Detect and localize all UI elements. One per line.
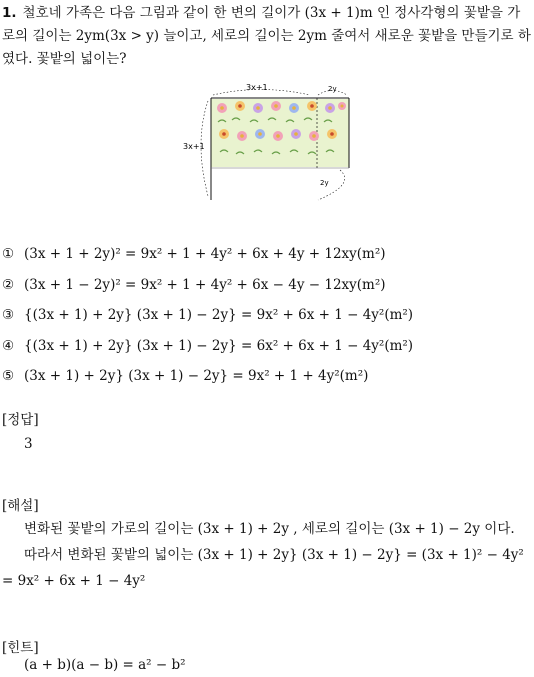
question-text: 철호네 가족은 다음 그림과 같이 한 변의 길이가 (3x + 1)m 인 정사각형의 꽃밭을 가로의 길이는 2ym(3x > y) 늘이고, 세로의 길이는 2ym 줄여서 새로운 꽃밭을 만들기로 하였다. 꽃밭의 넓이는? (2, 5, 531, 67)
answer-choices (2, 244, 532, 397)
flower-center (256, 106, 260, 110)
flower-center (341, 105, 344, 108)
flower-center (294, 132, 298, 136)
flower-center (274, 104, 278, 108)
choice-1-number: ① (2, 246, 15, 262)
choice-2-text: (3x + 1 − 2y)² = 9x² + 1 + 4y² + 6x − 4y − 12xy(m²) (24, 276, 386, 293)
bottom-right-label: 2y (320, 179, 329, 187)
explanation-line-2: 따라서 변화된 꽃밭의 넓이는 (3x + 1) + 2y} (3x + 1) − 2y} = (3x + 1)² − 4y² = 9x² + 6x + 1 − 4y² (2, 547, 524, 589)
hint-value: (a + b)(a − b) = a² − b² (24, 657, 186, 673)
hint-label: [힌트] (2, 640, 39, 656)
flower-center (258, 132, 262, 136)
flower-center (222, 132, 226, 136)
choice-1-text: (3x + 1 + 2y)² = 9x² + 1 + 4y² + 6x + 4y + 12xy(m²) (24, 246, 386, 262)
choice-5-text: (3x + 1) + 2y} (3x + 1) − 2y} = 9x² + 1 + 4y²(m²) (24, 368, 369, 384)
garden-diagram (180, 82, 360, 206)
flower-center (276, 134, 280, 138)
garden-figure (180, 82, 360, 206)
flower-center (328, 106, 332, 110)
choice-3-text: {(3x + 1) + 2y} (3x + 1) − 2y} = 9x² + 6x + 1 − 4y²(m²) (24, 307, 414, 323)
choice-4[interactable] (2, 336, 532, 367)
flower-center (292, 106, 296, 110)
flower-center (330, 132, 334, 136)
question (2, 2, 532, 71)
choice-3-number: ③ (2, 307, 15, 323)
choice-1[interactable] (2, 244, 532, 275)
flower-center (238, 104, 242, 108)
flower-center (220, 106, 224, 110)
choice-2-number: ② (2, 276, 15, 293)
top-extension-label: 2y (328, 85, 337, 93)
top-dimension-label: 3x+1 (246, 83, 268, 92)
answer-value: 3 (24, 436, 33, 452)
choice-5-number: ⑤ (2, 368, 15, 384)
flower-center (240, 134, 244, 138)
flower-center (312, 134, 316, 138)
choice-4-text: {(3x + 1) + 2y} (3x + 1) − 2y} = 6x² + 6x + 1 − 4y²(m²) (24, 337, 414, 354)
choice-3[interactable] (2, 305, 532, 336)
choice-4-number: ④ (2, 337, 15, 354)
flower-center (310, 104, 314, 108)
left-dimension-label: 3x+1 (183, 142, 205, 151)
choice-5[interactable] (2, 366, 532, 397)
question-number: 1. (2, 5, 17, 21)
explanation-line-1: 변화된 꽃밭의 가로의 길이는 (3x + 1) + 2y , 세로의 길이는 (3x + 1) − 2y 이다. (24, 521, 515, 537)
explanation-body (2, 516, 532, 594)
answer-label: [정답] (2, 412, 39, 428)
explanation-label: [해설] (2, 498, 39, 514)
choice-2[interactable] (2, 275, 532, 306)
